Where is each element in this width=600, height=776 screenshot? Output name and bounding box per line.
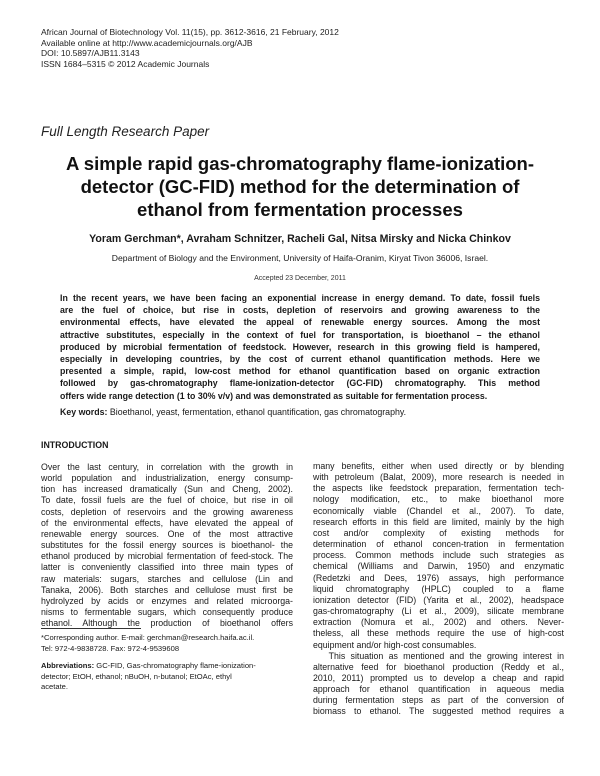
body-line: Over the last century, in correlation with the growth in — [41, 462, 293, 472]
body-line: economically viable (Chandel et al., 2007). To date, — [313, 505, 564, 516]
body-line: This situation as mentioned and the growing interest in — [313, 650, 564, 661]
body-line: costs, depletion of reservoirs and the growing awareness — [41, 506, 293, 517]
abbreviations-text: GC-FID, Gas-chromatography flame-ionization- — [94, 661, 256, 670]
body-line: ethanol produced by microbial fermentation of feed-stock. The — [41, 551, 293, 562]
title-line: A simple rapid gas-chromatography flame-ionization- — [65, 153, 535, 174]
keywords-text: Bioethanol, yeast, fermentation, ethanol quantification, gas chromatography. — [107, 407, 407, 417]
authors: Yoram Gerchman*, Avraham Schnitzer, Racheli Gal, Nitsa Mirsky and Nicka Chinkov — [89, 233, 511, 245]
body-line: determination of ethanol concen-tration in fermentation — [313, 539, 564, 550]
journal-citation: African Journal of Biotechnology Vol. 11(15), pp. 3612-3616, 21 February, 2012 — [41, 27, 339, 37]
body-line: nology modification, etc., to make bioethanol more — [313, 494, 564, 505]
body-line: the aspects like feedstock preparation, fermentation tech- — [313, 483, 564, 494]
title-line: detector (GC-FID) method for the determination of — [80, 176, 520, 197]
body-line: equipment and/or high-cost consumables. — [313, 639, 477, 650]
body-line: approach for ethanol quantification in aqueous media — [313, 684, 564, 695]
abstract-line: In the recent years, we have been facing an exponential increase in energy demand. To date, fossil fuels — [60, 293, 540, 303]
journal-header — [41, 27, 339, 69]
body-line: during fermentation steps as part of the conversion of — [313, 695, 564, 706]
body-line: (Redetzki and Dees, 1976) assays, high performance — [313, 572, 564, 583]
body-line: raw materials: sugars, starches and cellulose (Lin and — [41, 573, 293, 584]
body-line: Tanaka, 2006). Both starches and cellulose must first be — [41, 584, 293, 595]
body-line: nisms to fermentable sugars, which consequently produce — [41, 607, 293, 618]
affiliation: Department of Biology and the Environment, University of Haifa-Oranim, Kiryat Tivon 36006, Israel. — [111, 253, 489, 263]
abbreviations-footnote — [41, 661, 293, 693]
keywords-label: Key words: — [60, 407, 108, 417]
journal-url: Available online at http://www.academicjournals.org/AJB — [41, 37, 253, 48]
abbreviations-line: detector; EtOH, ethanol; nBuOH, n-butanol; EtOAc, ethyl — [41, 671, 232, 681]
body-line: hydrolyzed by acids or enzymes and related microorga- — [41, 595, 293, 606]
journal-doi: DOI: 10.5897/AJB11.3143 — [41, 48, 140, 58]
body-line: chemical (Williams and Darwin, 1950) and enzymatic — [313, 561, 564, 572]
abstract-line: attractive substitutes, especially in the context of fuel for transportation, is bioethanol – the ethanol — [60, 329, 540, 340]
abbreviations-label: Abbreviations: — [41, 661, 95, 670]
abstract-line: especially in developing countries, by the cost of current ethanol quantification methods. Here we — [60, 354, 540, 365]
body-line: gas-chromatography (Li et al., 2009), silicate membrane — [313, 606, 564, 617]
title-line: ethanol from fermentation processes — [137, 199, 463, 220]
body-line: theless, all these methods require the use of high-cost — [313, 628, 564, 639]
body-line: alternative feed for bioethanol production (Reddy et al., — [313, 661, 564, 672]
accepted-date: Accepted 23 December, 2011 — [254, 275, 346, 282]
abstract-line: presented a simple, rapid, low-cost method for ethanol quantification based on organic extraction — [60, 366, 540, 377]
body-line: 2010, 2011) prompted us to develop a cheap and rapid — [313, 672, 564, 683]
abbreviations-line: acetate. — [41, 682, 69, 692]
body-line: To date, fossil fuels are the fuel of choice, but rise in oil — [41, 495, 293, 506]
corresponding-author-footnote — [41, 633, 293, 654]
body-line: world population and industrialization, energy consump- — [41, 473, 293, 484]
left-column — [41, 462, 293, 629]
article-type: Full Length Research Paper — [41, 124, 210, 139]
keywords — [60, 407, 540, 417]
abbreviations-line — [41, 661, 293, 672]
body-line: substitutes for the fossil energy sources is bioethanol- the — [41, 540, 293, 551]
body-line: extraction (Nomura et al., 2002) and others. Never- — [313, 617, 564, 628]
body-line: renewable energy sources. One of the most attractive — [41, 528, 293, 539]
abstract-line: followed by gas-chromatography flame-ionization-detector (GC-FID) chromatography. This method — [60, 378, 540, 389]
abstract — [60, 292, 540, 402]
body-line: ethanol. Although the production of bioethanol offers — [41, 618, 293, 629]
paper-title — [40, 152, 560, 221]
body-line: liquid chromatography (HPLC) coupled to a flame — [313, 583, 564, 594]
body-line: cost and/or complexity of existing methods for — [313, 527, 564, 538]
footnote-line: Tel: 972-4-9838728. Fax: 972-4-9539608 — [41, 643, 180, 653]
abstract-line: are the fuel of choice, but rise in costs, depletion of reservoirs and growing awareness to the — [60, 305, 540, 316]
abstract-line: offers wide range detection (1 to 30% v/v) and was demonstrated as suitable for fermentation process. — [60, 390, 488, 401]
footnote-line: *Corresponding author. E-mail: gerchman@research.haifa.ac.il. — [41, 633, 255, 642]
body-line: research efforts in this field are limited, mainly by the high — [313, 516, 564, 527]
body-line: ionization detector (FID) (Yarita et al., 2002), headspace — [313, 594, 564, 605]
abstract-line: produced by microbial fermentation of feedstock. However, research in this growing field is hampered, — [60, 341, 540, 352]
abstract-line: environmental effects, have elevated the appeal of renewable energy sources. Among the most — [60, 317, 540, 328]
body-line: with petroleum (Balat, 2009), more research is needed in — [313, 472, 564, 483]
body-line: process. Common methods include such strategies as — [313, 550, 564, 561]
journal-issn: ISSN 1684–5315 © 2012 Academic Journals — [41, 58, 210, 69]
body-line: latter is conveniently classified into three main types of — [41, 562, 293, 573]
body-line: of the environmental effects, have elevated the appeal of — [41, 517, 293, 528]
body-line: tion has increased dramatically (Sun and Cheng, 2002). — [41, 484, 293, 495]
introduction-heading: INTRODUCTION — [41, 440, 109, 450]
body-line: many benefits, either when used directly or by blending — [313, 461, 564, 471]
footnote-divider — [41, 628, 141, 629]
right-column — [313, 461, 564, 718]
body-line: biomass to ethanol. The suggested method requires a — [313, 706, 564, 717]
